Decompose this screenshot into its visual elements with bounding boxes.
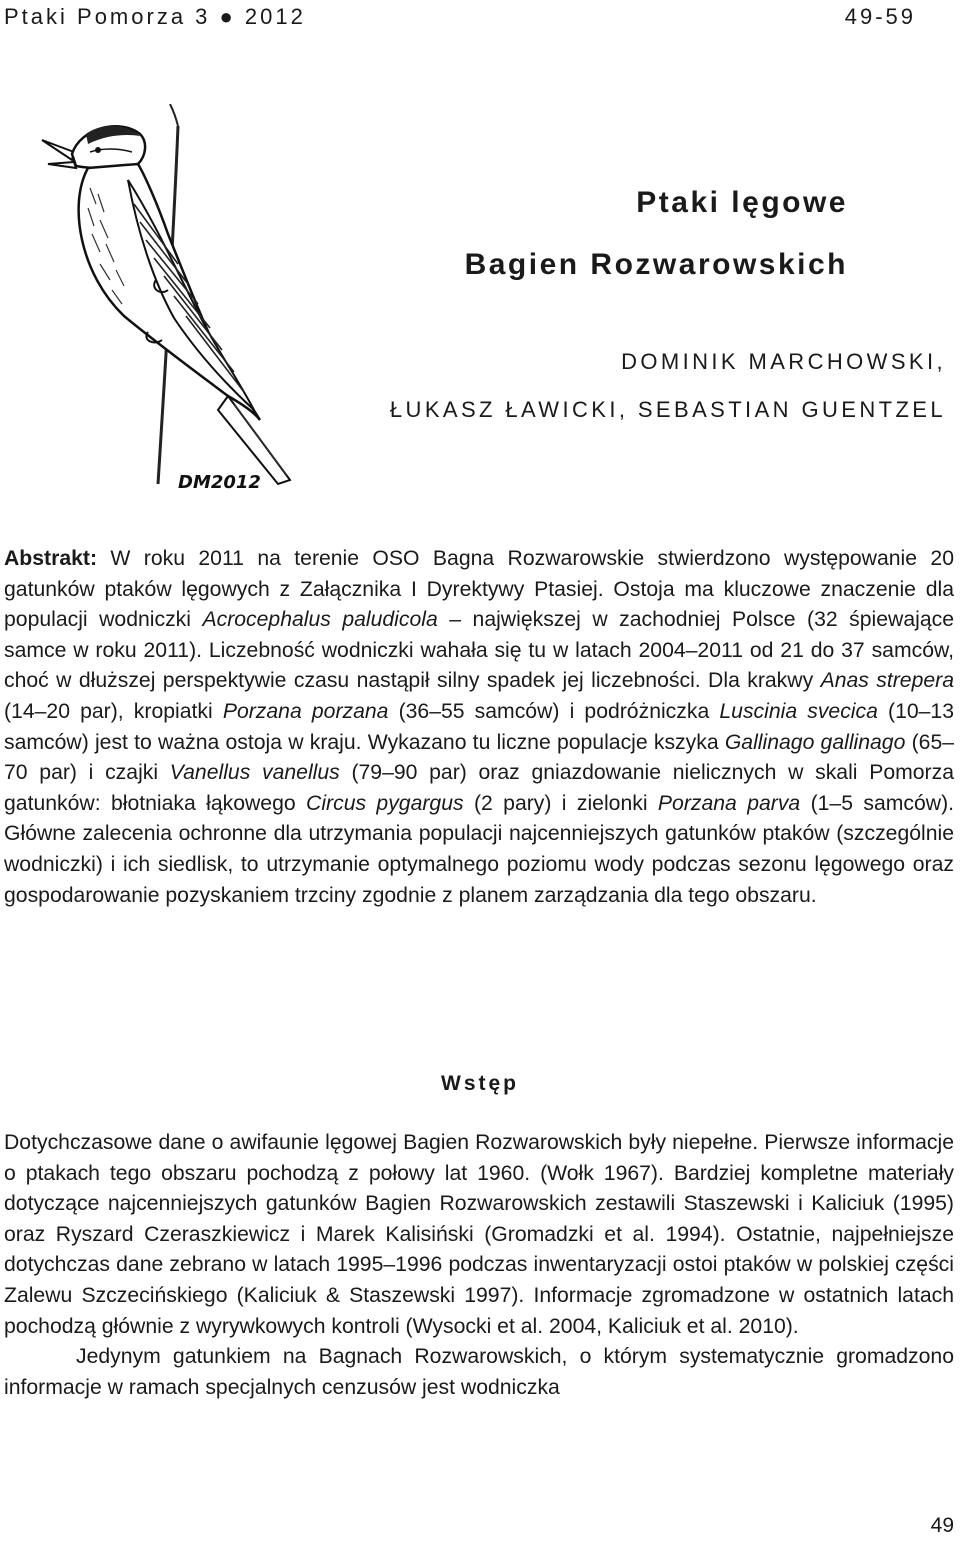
page-number: 49 [930,1514,954,1537]
title-line-2: Bagien Rozwarowskich [464,248,848,281]
abstract-text: (1–5 samców). Główne zalecenia ochronne dla utrzymania populacji najcenniejszych gatunków ptaków (szczególnie wodniczki) i ich siedlisk, to utrzymanie optymalnego poziomu wody podczas sezonu lęgowego oraz gospodarowanie pozyskaniem trzciny zgodnie z planem zarządzania dla tego obszaru. [4,791,955,907]
species-name: Anas strepera [820,669,954,693]
authors-line-1: DOMINIK MARCHOWSKI, [621,349,946,374]
abstract-label: Abstrakt: [4,547,98,570]
authors-line-2: ŁUKASZ ŁAWICKI, SEBASTIAN GUENTZEL [389,397,946,422]
abstract-text: (36–55 samców) i podróżniczka [388,699,720,723]
abstract-paragraph [4,544,954,911]
bird-illustration [28,104,298,504]
journal-name: Ptaki Pomorza 3 ● 2012 [4,4,306,29]
author-list [390,338,946,434]
species-name: Porzana porzana [222,699,389,723]
abstract-text: W roku 2011 na terenie OSO Bagna Rozwarowskie stwierdzono występowanie 20 gatunków ptaków lęgowych z Załącznika I Dyrektywy Ptasiej. Ostoja ma kluczowe znaczenie dla populacji wodniczki [4,547,954,632]
species-name: Porzana parva [657,791,801,815]
introduction-body [4,1128,954,1403]
intro-paragraph-1: Dotychczasowe dane o awifaunie lęgowej Bagien Rozwarowskich były niepełne. Pierwsze informacje o ptakach tego obszaru pochodzą z połowy lat 1960. (Wołk 1967). Bardziej kompletne materiały dotyczące najcenniejszych gatunków Bagien Rozwarowskich zestawili Staszewski i Kaliciuk (1995) oraz Ryszard Czeraszkiewicz i Marek Kalisiński (Gromadzki et al. 1994). Ostatnie, najpełniejsze dotychczas dane zebrano w latach 1995–1996 podczas inwentaryzacji ostoi ptaków w polskiej części Zalewu Szczecińskiego (Kaliciuk & Staszewski 1997). Informacje zgromadzone w ostatnich latach pochodzą głównie z wyrywkowych kontroli (Wysocki et al. 2004, Kaliciuk et al. 2010). [4,1131,954,1338]
abstract-text: (2 pary) i zielonki [463,791,658,815]
abstract-text: (65–70 par) i czajki [4,730,955,785]
species-name: Luscinia svecica [719,699,878,723]
abstract-text: (14–20 par), kropiatki [4,699,223,723]
abstract-text: (10–13 samców) jest to ważna ostoja w kraju. Wykazano tu liczne populacje kszyka [4,699,954,754]
species-name: Circus pygargus [306,791,464,815]
abstract-text: (79–90 par) oraz gniazdowanie nielicznych w skali Pomorza gatunków: błotniaka łąkowego [4,761,954,815]
species-name: Acrocephalus paludicola [202,608,438,632]
article-title [465,172,848,296]
intro-paragraph-2: Jedynym gatunkiem na Bagnach Rozwarowskich, o którym systematycznie gromadzono informacje w ramach specjalnych cenzusów jest wodniczka [4,1345,954,1399]
abstract-text: – największej w zachodniej Polsce (32 śpiewające samce w roku 2011). Liczebność wodniczki wahała się tu w latach 2004–2011 od 21 do 37 samców, choć w dłuższej perspektywie czasu nastąpił silny spadek jej liczebności. Dla krakwy [4,608,954,693]
running-header [4,0,916,34]
page-range: 49-59 [844,4,916,29]
title-line-1: Ptaki lęgowe [636,186,848,219]
species-name: Vanellus vanellus [169,761,340,785]
species-name: Gallinago gallinago [724,730,906,754]
section-heading: Wstęp [441,1072,519,1095]
artist-signature: DM2012 [178,472,261,493]
